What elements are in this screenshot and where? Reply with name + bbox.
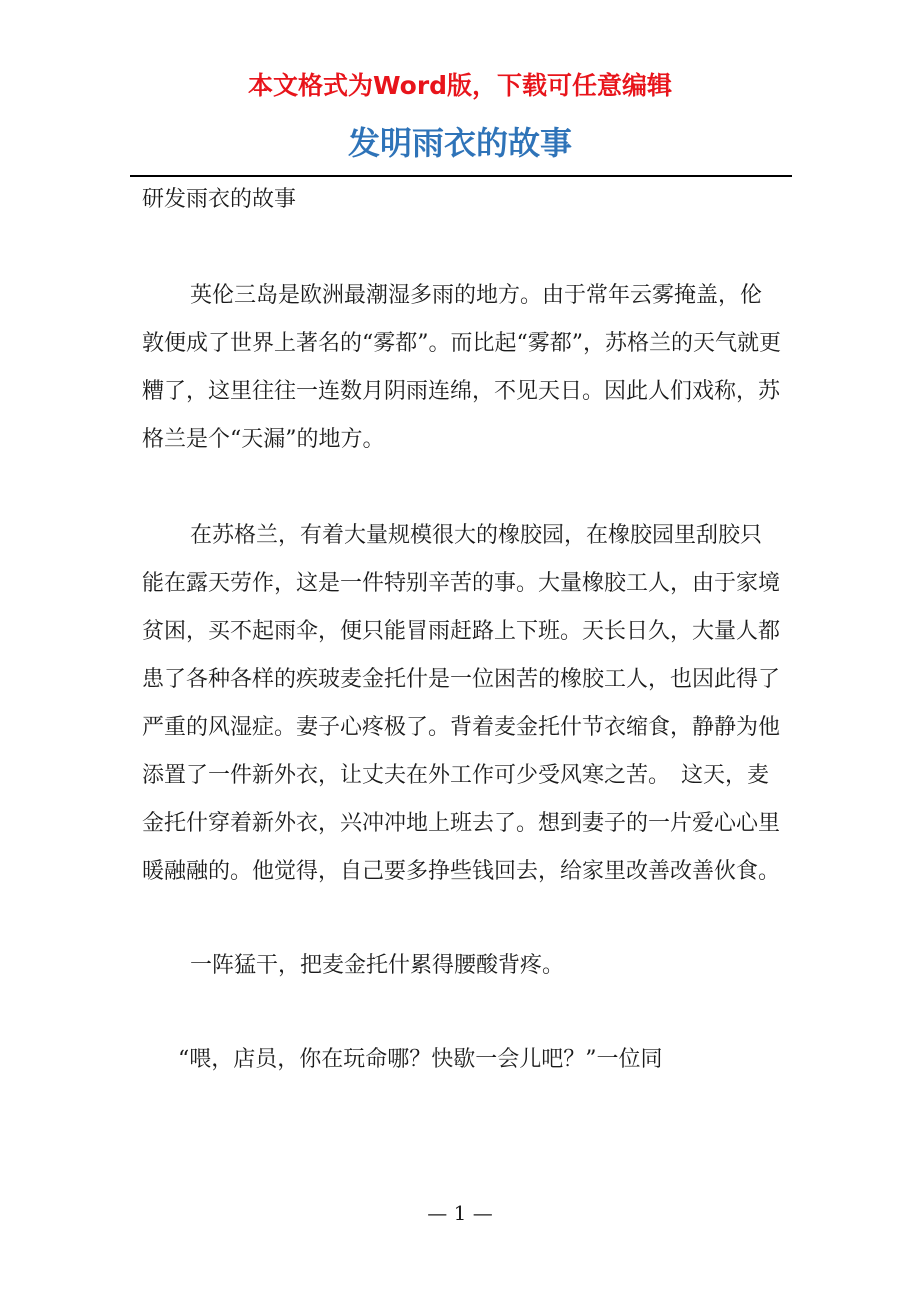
paragraph-4: “喂，店员，你在玩命哪？快歇一会儿吧？”一位同 (178, 1047, 663, 1072)
page-number: — 1 — (427, 1201, 493, 1225)
paragraph-3: 一阵猛干，把麦金托什累得腰酸背疼。 (190, 953, 565, 978)
document-title: 发明雨衣的故事 (347, 124, 572, 162)
paragraph-2: 在苏格兰，有着大量规模很大的橡胶园，在橡胶园里刮胶只能在露天劳作，这是一件特别辛苦的事。大量橡胶工人，由于家境贫困，买不起雨伞，便只能冒雨赶路上下班。天长日久，大量人都患了各种各样的疾玻麦金托什是一位困苦的橡胶工人，也因此得了严重的风湿症。妻子心疼极了。背着麦金托什节衣缩食，静静为他添置了一件新外衣，让丈夫在外工作可少受风寒之苦。 这天，麦金托什穿着新外衣，兴冲冲地上班去了。想到妻子的一片爱心心里暖融融的。他觉得，自己要多挣些钱回去，给家里改善改善伙食。 (142, 523, 781, 884)
download-banner: 本文格式为Word版，下载可任意编辑 (247, 71, 673, 100)
header-divider (130, 175, 792, 177)
subtitle: 研发雨衣的故事 (142, 187, 297, 212)
paragraph-1: 英伦三岛是欧洲最潮湿多雨的地方。由于常年云雾掩盖，伦敦便成了世界上著名的“雾都”。而比起“雾都”，苏格兰的天气就更糟了，这里往往一连数月阴雨连绵，不见天日。因此人们戏称，苏格兰是个“天漏”的地方。 (142, 283, 781, 452)
document-body (142, 178, 782, 1084)
